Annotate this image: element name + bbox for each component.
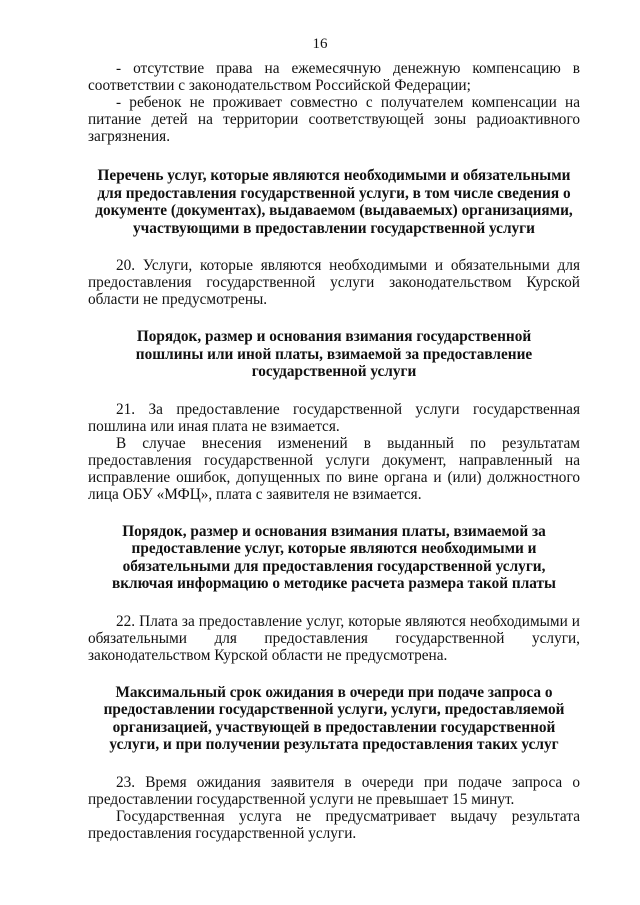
- section-heading-queue-time: Максимальный срок ожидания в очереди при подаче запроса о предоставлении государственной услуги, услуги, предоставляемой организацией, участвующей в предоставлении государственной услуги, и при получении результата предоставления таких услуг: [103, 683, 565, 753]
- paragraph-21: 21. За предоставление государственной услуги государственная пошлина или иная плата не взимается.: [88, 400, 580, 435]
- intro-paragraph: - ребенок не проживает совместно с получателем компенсации на питание детей на территории соответствующей зоны радиоактивного загрязнения.: [88, 94, 580, 145]
- page-number: 16: [312, 36, 328, 52]
- paragraph-22: 22. Плата за предоставление услуг, которые являются необходимыми и обязательными для предоставления государственной услуги, законодательством Курской области не предусмотрена.: [88, 612, 580, 664]
- document-body: [88, 60, 580, 842]
- paragraph-20: 20. Услуги, которые являются необходимыми и обязательными для предоставления государственной услуги законодательством Курской области не предусмотрены.: [88, 257, 580, 308]
- paragraph-23-continued: Государственная услуга не предусматривает выдачу результата предоставления государственной услуги.: [88, 807, 580, 842]
- paragraph-21-continued: В случае внесения изменений в выданный по результатам предоставления государственной услуги документ, направленный на исправление ошибок, допущенных по вине органа и (или) должностного лица ОБУ «МФЦ», плата с заявителя не взимается.: [88, 434, 580, 503]
- paragraph-23: 23. Время ожидания заявителя в очереди при подаче запроса о предоставлении государственной услуги не превышает 15 минут.: [88, 773, 580, 808]
- section-heading-state-duty: Порядок, размер и основания взимания государственной пошлины или иной платы, взимаемой за предоставление государственной услуги: [135, 328, 533, 380]
- intro-paragraph: - отсутствие права на ежемесячную денежную компенсацию в соответствии с законодательством Российской Федерации;: [88, 60, 580, 94]
- section-heading-services-list: Перечень услуг, которые являются необходимыми и обязательными для предоставления государственной услуги, в том числе сведения о документе (документах), выдаваемом (выдаваемых) организациями, участвующими в предоставлении государственной услуги: [95, 167, 573, 237]
- section-heading-fees: Порядок, размер и основания взимания платы, взимаемой за предоставление услуг, которые являются необходимыми и обязательными для предоставления государственной услуги, включая информацию о методике расчета размера такой платы: [111, 522, 557, 592]
